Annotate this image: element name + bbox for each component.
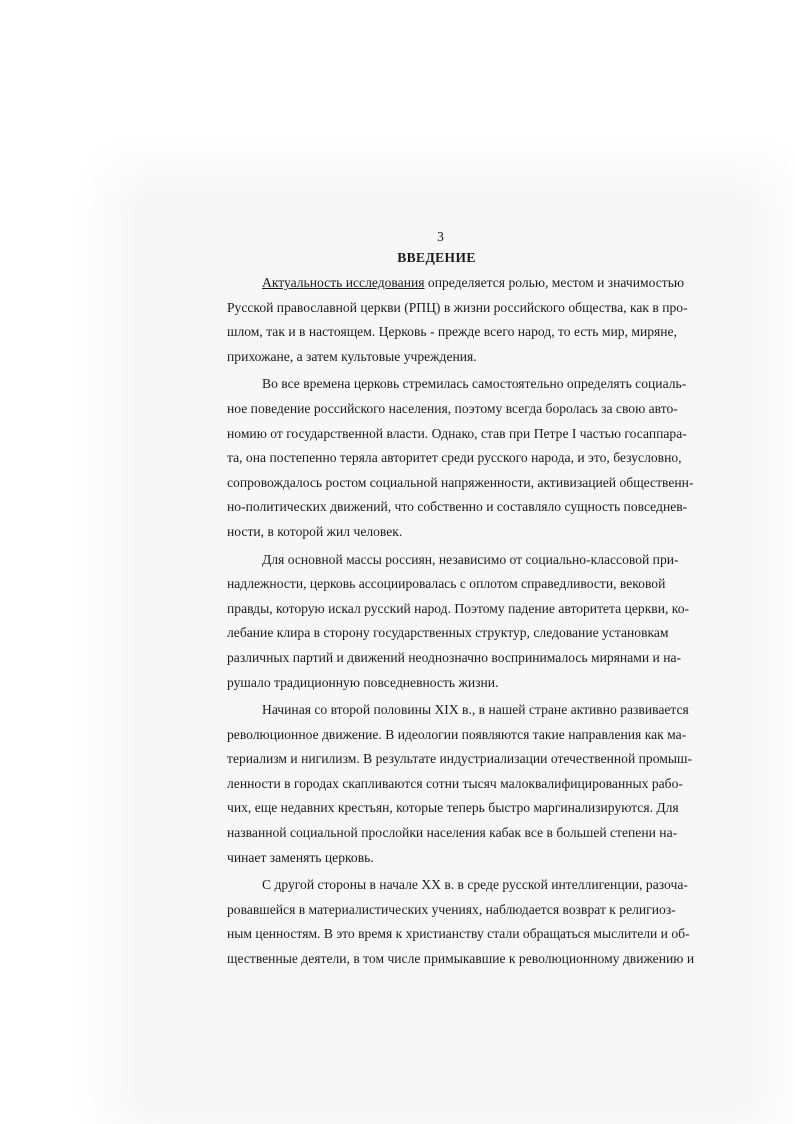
text-line (227, 271, 685, 296)
text-line: ленности в городах скапливаются сотни тысяч малоквалифицированных рабо- (227, 775, 683, 791)
text-line: териализм и нигилизм. В результате индустриализации отечественной промыш- (227, 751, 692, 767)
text-line: щественные деятели, в том числе примыкавшие к революционному движению и (227, 951, 695, 967)
page-heading: ВВЕДЕНИЕ (397, 250, 476, 265)
text-line: но-политических движений, что собственно и составляло сущность повседнев- (227, 499, 688, 515)
text-line: С другой стороны в начале XX в. в среде русской интеллигенции, разоча- (262, 877, 688, 893)
document-page (227, 228, 695, 972)
text-line: ности, в которой жил человек. (227, 523, 403, 539)
text-line: различных партий и движений неоднозначно воспринималось мирянами и на- (227, 649, 682, 665)
text-line: Для основной массы россиян, независимо от социально-классовой при- (262, 551, 679, 567)
paragraph-justice (227, 548, 690, 696)
page-number: 3 (437, 229, 444, 244)
text-line: правды, которую искал русский народ. Поэтому падение авторитета церкви, ко- (227, 600, 690, 616)
text-line: надлежности, церковь ассоциировалась с оплотом справедливости, вековой (227, 576, 666, 592)
line-text: определяется ролью, местом и значимостью (424, 275, 685, 290)
text-line: Начиная со второй половины XIX в., в нашей стране активно развивается (262, 702, 689, 718)
text-line: шлом, так и в настоящем. Церковь - прежде всего народ, то есть мир, миряне, (227, 324, 677, 340)
text-line: ровавшейся в материалистических учениях, наблюдается возврат к религиоз- (227, 901, 676, 917)
text-line: ное поведение российского населения, поэтому всегда боролась за свою авто- (227, 400, 678, 416)
text-line: та, она постепенно теряла авторитет среди русского народа, и это, безусловно, (227, 450, 682, 466)
text-line: революционное движение. В идеологии появляются такие направления как ма- (227, 726, 687, 742)
text-line: лебание клира в сторону государственных структур, следование установкам (227, 625, 669, 641)
text-line: Во все времена церковь стремилась самостоятельно определять социаль- (262, 376, 687, 392)
paragraph-revolution (227, 698, 692, 870)
text-line: чих, еще недавних крестьян, которые теперь быстро маргинализируются. Для (227, 800, 679, 816)
text-line: рушало традиционную повседневность жизни. (227, 674, 499, 690)
text-line: названной социальной прослойки населения кабак все в большей степени на- (227, 825, 678, 841)
body-text (227, 271, 695, 972)
text-line: ным ценностям. В это время к христианству стали обращаться мыслители и об- (227, 926, 690, 942)
text-line: номию от государственной власти. Однако, став при Петре I частью госаппара- (227, 425, 687, 441)
paragraph-relevance (227, 271, 688, 369)
text-line: прихожане, а затем культовые учреждения. (227, 348, 477, 364)
paragraph-church-autonomy (227, 372, 694, 544)
text-line: Русской православной церкви (РПЦ) в жизни российского общества, как в про- (227, 299, 688, 315)
paragraph-intelligentsia (227, 873, 695, 971)
underlined-term: Актуальность исследования (262, 275, 425, 290)
text-line: сопровождалось ростом социальной напряженности, активизацией общественн- (227, 474, 694, 490)
text-line: чинает заменять церковь. (227, 849, 374, 865)
